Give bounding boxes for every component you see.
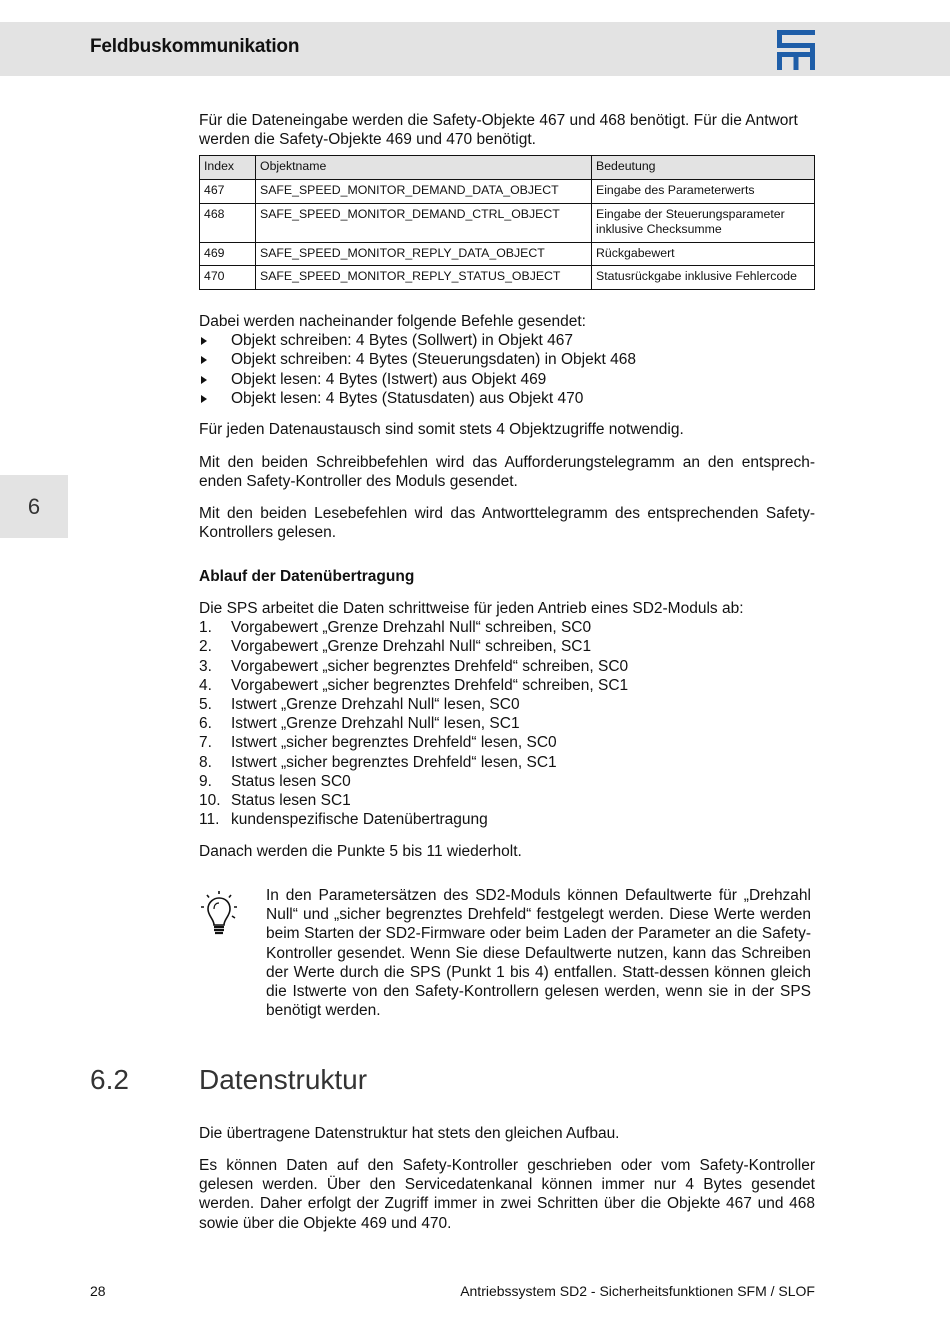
page-number: 28 [90, 1283, 106, 1299]
page-header-title: Feldbuskommunikation [90, 36, 300, 57]
safety-objects-table [199, 155, 815, 290]
bullet-arrow-icon [201, 395, 207, 403]
paragraph-read: Mit den beiden Lesebefehlen wird das Antworttelegramm des entsprechenden Safety-Kontrollers gelesen. [199, 505, 815, 542]
paragraph-access: Für jeden Datenaustausch sind somit stets 4 Objektzugriffe notwendig. [199, 421, 684, 438]
steps-intro: Die SPS arbeitet die Daten schrittweise für jeden Antrieb eines SD2-Moduls ab: [199, 600, 744, 617]
tip-text: In den Parametersätzen des SD2-Moduls können Defaultwerte für „Drehzahl Null“ und „sicher begrenztes Drehfeld“ festgelegt werden. Diese Werte werden beim Starten der SD2-Firmware oder beim Laden der Parameter an die Safety-Kontroller gesendet. Wenn Sie diese Defaultwerte nutzen, kann das Schreiben der Werte durch die SPS (Punkt 1 bis 4) entfallen. Statt-dessen können gleich die Istwerte von den Safety-Kontrollern gelesen werden, wenn sie in der SPS benötigt werden. [266, 887, 811, 1020]
table-row: 467 SAFE_SPEED_MONITOR_DEMAND_DATA_OBJECT Eingabe des Parameterwerts [200, 180, 815, 204]
bullet-arrow-icon [201, 356, 207, 364]
section-paragraph-2: Es können Daten auf den Safety-Kontroller geschrieben oder vom Safety-Kontroller gelesen werden. Über den Servicedatenkanal können immer nur 4 Bytes gesendet werden. Daher erfolgt der Zugriff immer in zwei Schritten über die Objekte 467 und 468 sowie über die Objekte 469 und 470. [199, 1157, 815, 1232]
footer-document-title: Antriebssystem SD2 - Sicherheitsfunktionen SFM / SLOF [460, 1283, 815, 1299]
subheading: Ablauf der Datenübertragung [199, 568, 415, 585]
list-item: Objekt lesen: 4 Bytes (Istwert) aus Objekt 469 [199, 370, 815, 389]
sew-logo-icon [777, 30, 815, 70]
lightbulb-icon [200, 889, 244, 937]
list-item: Objekt lesen: 4 Bytes (Statusdaten) aus Objekt 470 [199, 389, 815, 408]
list-item: 9. Status lesen SC0 [199, 772, 351, 790]
list-item: 10. Status lesen SC1 [199, 792, 351, 810]
paragraph-write: Mit den beiden Schreibbefehlen wird das Aufforderungstelegramm an den entsprech-enden Safety-Kontroller des Moduls gesendet. [199, 454, 815, 491]
commands-intro: Dabei werden nacheinander folgende Befehle gesendet: [199, 313, 586, 330]
list-item: 4. Vorgabewert „sicher begrenztes Drehfeld“ schreiben, SC1 [199, 676, 629, 694]
commands-block [199, 312, 815, 408]
section-title: Datenstruktur [199, 1064, 368, 1095]
table-header-index: Index [200, 156, 256, 180]
list-item: 11. kundenspezifische Datenübertragung [199, 811, 488, 829]
list-item: 8. Istwert „sicher begrenztes Drehfeld“ lesen, SC1 [199, 753, 557, 771]
table-header-objektname: Objektname [256, 156, 592, 180]
tip-box [266, 886, 811, 1020]
list-item: 5. Istwert „Grenze Drehzahl Null“ lesen, SC0 [199, 696, 520, 714]
list-item: 1. Vorgabewert „Grenze Drehzahl Null“ schreiben, SC0 [199, 619, 592, 637]
bullet-arrow-icon [201, 376, 207, 384]
section-number: 6.2 [90, 1064, 129, 1095]
list-item: Objekt schreiben: 4 Bytes (Sollwert) in Objekt 467 [199, 331, 815, 350]
paragraph-repeat: Danach werden die Punkte 5 bis 11 wiederholt. [199, 843, 522, 860]
section-paragraph-1: Die übertragene Datenstruktur hat stets den gleichen Aufbau. [199, 1125, 620, 1142]
list-item: 6. Istwert „Grenze Drehzahl Null“ lesen, SC1 [199, 715, 520, 733]
bullet-arrow-icon [201, 337, 207, 345]
table-row: 468 SAFE_SPEED_MONITOR_DEMAND_CTRL_OBJECT Eingabe der Steuerungsparameter inklusive Checksumme [200, 203, 815, 242]
chapter-tab: 6 [0, 475, 68, 538]
table-row: 470 SAFE_SPEED_MONITOR_REPLY_STATUS_OBJECT Statusrückgabe inklusive Fehlercode [200, 266, 815, 290]
list-item: Objekt schreiben: 4 Bytes (Steuerungsdaten) in Objekt 468 [199, 350, 815, 369]
intro-paragraph: Für die Dateneingabe werden die Safety-Objekte 467 und 468 benötigt. Für die Antwort werden die Safety-Objekte 469 und 470 benötigt. [199, 112, 798, 149]
list-item: 7. Istwert „sicher begrenztes Drehfeld“ lesen, SC0 [199, 734, 557, 752]
table-row: 469 SAFE_SPEED_MONITOR_REPLY_DATA_OBJECT Rückgabewert [200, 242, 815, 266]
list-item: 3. Vorgabewert „sicher begrenztes Drehfeld“ schreiben, SC0 [199, 657, 629, 675]
list-item: 2. Vorgabewert „Grenze Drehzahl Null“ schreiben, SC1 [199, 638, 592, 656]
table-header-bedeutung: Bedeutung [592, 156, 815, 180]
steps-block [199, 599, 815, 829]
